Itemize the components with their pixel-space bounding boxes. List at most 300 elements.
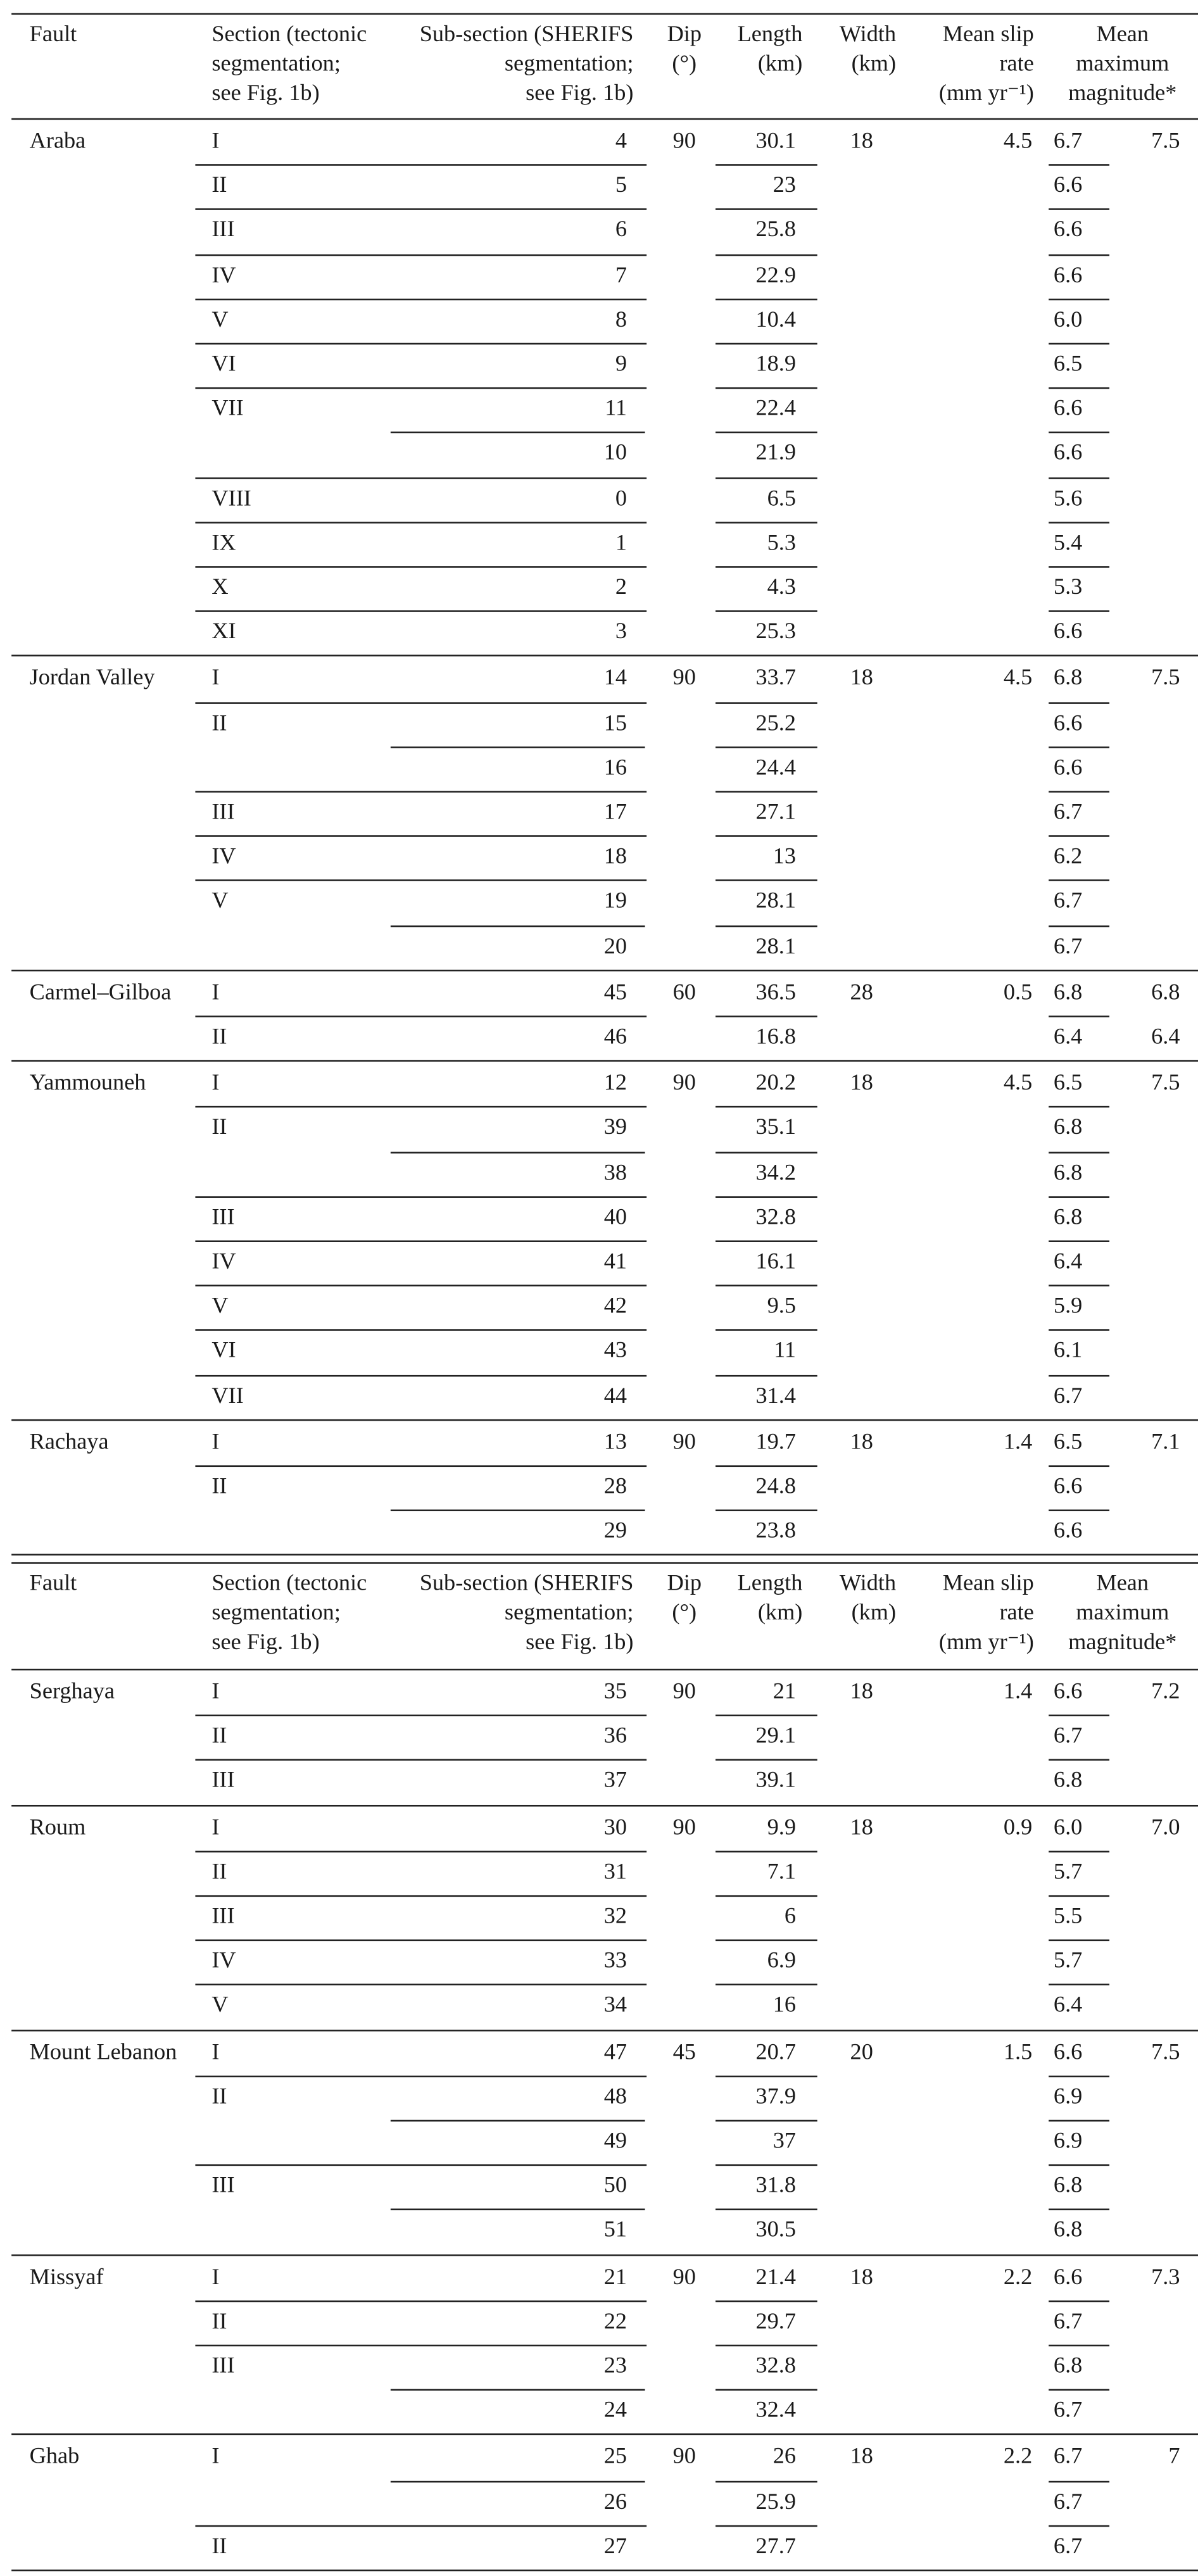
length-divider: [716, 1196, 817, 1197]
length-divider: [716, 746, 817, 748]
section-divider: [194, 2075, 646, 2077]
table-row: [0, 880, 1198, 924]
length-value: 25.3: [755, 620, 797, 646]
magnitude-divider: [1049, 1510, 1109, 1511]
subsection-id: 3: [615, 620, 627, 646]
length-value: 13: [772, 845, 797, 870]
max-magnitude-value: 7.1: [1151, 1430, 1180, 1455]
header-slip: Mean slip rate (mm yr⁻¹): [938, 1571, 1034, 1656]
slip-rate-value: 2.2: [1003, 2265, 1033, 2290]
mean-magnitude-value: 6.6: [1053, 174, 1083, 199]
section-label: III: [211, 1769, 235, 1794]
subsection-id: 1: [615, 531, 627, 556]
section-divider: [194, 1240, 646, 1241]
max-magnitude-value: 7.3: [1151, 2265, 1180, 2290]
mean-magnitude-value: 6.6: [1053, 620, 1083, 646]
mean-magnitude-value: 6.5: [1053, 1430, 1083, 1455]
magnitude-divider: [1049, 1240, 1109, 1241]
width-value: 18: [850, 1816, 873, 1840]
dip-value: 45: [672, 2040, 696, 2066]
section-label: III: [211, 2174, 235, 2199]
magnitude-divider: [1049, 925, 1109, 926]
mean-magnitude-value: 6.6: [1053, 442, 1083, 467]
section-divider: [194, 1196, 646, 1197]
length-value: 30.1: [755, 129, 797, 154]
subsection-id: 26: [603, 2490, 627, 2515]
header-width: Width (km): [839, 22, 897, 77]
table-row: [0, 1329, 1198, 1374]
slip-rate-value: 4.5: [1003, 667, 1033, 692]
table-row: [0, 1715, 1198, 1759]
section-divider: [194, 1715, 646, 1716]
length-divider: [716, 1510, 817, 1511]
subsection-id: 35: [603, 1680, 627, 1705]
subsection-id: 49: [603, 2130, 627, 2155]
length-divider: [716, 1465, 817, 1466]
slip-rate-value: 0.5: [1003, 981, 1033, 1006]
subsection-id: 19: [603, 889, 627, 915]
magnitude-divider: [1049, 1715, 1109, 1716]
width-value: 28: [850, 981, 873, 1006]
mean-magnitude-value: 5.6: [1053, 486, 1083, 512]
length-divider: [716, 343, 817, 344]
section-label: I: [211, 2445, 220, 2470]
section-label: II: [211, 2085, 227, 2110]
section-label: I: [211, 2265, 220, 2290]
max-magnitude-value: 6.8: [1151, 981, 1180, 1006]
magnitude-divider: [1049, 343, 1109, 344]
max-magnitude-value: 7.5: [1151, 1071, 1180, 1096]
width-value: 18: [850, 2265, 873, 2290]
length-divider: [716, 2480, 817, 2482]
section-label: III: [211, 1905, 235, 1930]
magnitude-divider: [1049, 701, 1109, 703]
mean-magnitude-value: 6.4: [1053, 1025, 1083, 1050]
subsection-divider: [391, 925, 645, 926]
subsection-id: 14: [603, 667, 627, 692]
fault-name: Carmel–Gilboa: [29, 981, 172, 1006]
section-divider: [194, 1329, 646, 1331]
subsection-id: 0: [615, 486, 627, 512]
length-value: 30.5: [755, 2219, 797, 2244]
table-row: [0, 701, 1198, 746]
fault-name: Missyaf: [29, 2265, 104, 2290]
section-label: IV: [211, 845, 236, 870]
mean-magnitude-value: 6.8: [1053, 1160, 1083, 1186]
section-label: III: [211, 218, 235, 244]
length-divider: [716, 611, 817, 612]
slip-rate-value: 2.2: [1003, 2445, 1033, 2470]
magnitude-divider: [1049, 880, 1109, 881]
length-divider: [716, 1285, 817, 1286]
length-value: 29.7: [755, 2309, 797, 2335]
length-value: 16.1: [755, 1250, 797, 1275]
length-divider: [716, 2120, 817, 2121]
table-row: [0, 2164, 1198, 2209]
length-divider: [716, 1715, 817, 1716]
mean-magnitude-value: 5.4: [1053, 531, 1083, 556]
section-divider: [194, 387, 646, 389]
table-row: [0, 1240, 1198, 1285]
table-row: [0, 522, 1198, 566]
section-divider: [194, 254, 646, 255]
section-divider: [194, 611, 646, 612]
length-value: 21: [772, 1680, 797, 1705]
subsection-divider: [391, 1510, 645, 1511]
length-value: 16: [772, 1994, 797, 2019]
section-label: IV: [211, 1250, 236, 1275]
section-label: II: [211, 1725, 227, 1750]
mean-magnitude-value: 5.7: [1053, 1860, 1083, 1885]
length-value: 32.8: [755, 1205, 797, 1231]
mean-magnitude-value: 6.7: [1053, 1725, 1083, 1750]
mean-magnitude-value: 6.6: [1053, 2265, 1083, 2290]
slip-rate-value: 1.4: [1003, 1430, 1033, 1455]
header-dip: Dip (°): [667, 22, 702, 77]
subsection-id: 33: [603, 1949, 627, 1975]
length-divider: [716, 925, 817, 926]
section-label: VIII: [211, 486, 251, 512]
header-dip: Dip (°): [667, 1571, 702, 1626]
table-row: [0, 566, 1198, 610]
subsection-id: 23: [603, 2354, 627, 2380]
length-divider: [716, 1374, 817, 1376]
max-magnitude-value: 7.0: [1151, 1816, 1180, 1840]
length-value: 22.4: [755, 397, 797, 422]
section-label: II: [211, 1475, 227, 1500]
length-divider: [716, 477, 817, 478]
mean-magnitude-value: 6.7: [1053, 2309, 1083, 2335]
magnitude-divider: [1049, 2480, 1109, 2482]
length-value: 10.4: [755, 308, 797, 333]
magnitude-divider: [1049, 432, 1109, 434]
subsection-id: 8: [615, 308, 627, 333]
length-value: 33.7: [755, 667, 797, 692]
subsection-divider: [391, 746, 645, 748]
table-header: [0, 14, 1198, 119]
dip-value: 90: [672, 1816, 696, 1840]
header-section: Section (tectonic segmentation; see Fig. 1b): [211, 1571, 367, 1656]
table-row: [0, 1510, 1198, 1554]
length-value: 24.8: [755, 1475, 797, 1500]
length-divider: [716, 1940, 817, 1941]
mean-magnitude-value: 6.7: [1053, 2490, 1083, 2515]
magnitude-divider: [1049, 1465, 1109, 1466]
dip-value: 90: [672, 2265, 696, 2290]
subsection-id: 12: [603, 1071, 627, 1096]
mean-magnitude-value: 5.9: [1053, 1295, 1083, 1320]
header-width: Width (km): [839, 1571, 897, 1626]
length-divider: [716, 1240, 817, 1241]
subsection-id: 34: [603, 1994, 627, 2019]
slip-rate-value: 0.9: [1003, 1816, 1033, 1840]
section-divider: [194, 165, 646, 166]
magnitude-divider: [1049, 1374, 1109, 1376]
section-divider: [194, 522, 646, 523]
length-divider: [716, 836, 817, 837]
length-value: 27.7: [755, 2534, 797, 2560]
length-divider: [716, 2164, 817, 2166]
magnitude-divider: [1049, 836, 1109, 837]
subsection-id: 32: [603, 1905, 627, 1930]
section-label: II: [211, 2534, 227, 2560]
section-label: I: [211, 129, 220, 154]
mean-magnitude-value: 5.3: [1053, 575, 1083, 601]
length-divider: [716, 165, 817, 166]
width-value: 18: [850, 1071, 873, 1096]
section-divider: [194, 477, 646, 478]
length-value: 11: [774, 1339, 797, 1364]
max-magnitude-value: 7.5: [1151, 129, 1180, 154]
magnitude-divider: [1049, 1895, 1109, 1897]
length-divider: [716, 1151, 817, 1152]
fault-name: Rachaya: [29, 1430, 109, 1455]
table-row: [0, 1421, 1198, 1465]
length-value: 25.9: [755, 2490, 797, 2515]
section-label: XI: [211, 620, 236, 646]
subsection-id: 50: [603, 2174, 627, 2199]
length-divider: [716, 298, 817, 299]
length-value: 5.3: [767, 531, 797, 556]
table-row: [0, 2525, 1198, 2569]
table-row: [0, 1465, 1198, 1509]
table-row: [0, 1285, 1198, 1329]
magnitude-divider: [1049, 165, 1109, 166]
header-slip: Mean slip rate (mm yr⁻¹): [938, 22, 1034, 106]
table-row: [0, 209, 1198, 253]
subsection-id: 31: [603, 1860, 627, 1885]
length-value: 9.9: [767, 1816, 797, 1840]
section-label: III: [211, 2354, 235, 2380]
length-value: 23.8: [755, 1519, 797, 1545]
length-value: 34.2: [755, 1160, 797, 1186]
magnitude-divider: [1049, 611, 1109, 612]
section-label: II: [211, 1116, 227, 1141]
magnitude-divider: [1049, 1196, 1109, 1197]
length-value: 36.5: [755, 981, 797, 1006]
dip-value: 90: [672, 129, 696, 154]
subsection-id: 16: [603, 756, 627, 781]
table-row: [0, 1196, 1198, 1240]
section-divider: [194, 1895, 646, 1897]
magnitude-divider: [1049, 2389, 1109, 2391]
magnitude-divider: [1049, 791, 1109, 792]
length-value: 6: [784, 1905, 797, 1930]
mean-magnitude-value: 6.1: [1053, 1339, 1083, 1364]
table-row: [0, 2389, 1198, 2434]
fault-name: Araba: [29, 129, 86, 154]
section-label: II: [211, 1025, 227, 1050]
subsection-divider: [391, 2209, 645, 2211]
length-value: 22.9: [755, 263, 797, 289]
mean-magnitude-value: 6.4: [1053, 1250, 1083, 1275]
length-value: 9.5: [767, 1295, 797, 1320]
length-value: 29.1: [755, 1725, 797, 1750]
table-row: [0, 254, 1198, 298]
section-divider: [194, 1015, 646, 1017]
fault-name: Ghab: [29, 2445, 80, 2470]
fault-name: Jordan Valley: [29, 667, 155, 692]
length-divider: [716, 522, 817, 523]
magnitude-divider: [1049, 1015, 1109, 1017]
section-divider: [194, 209, 646, 210]
length-value: 25.8: [755, 218, 797, 244]
fault-name: Yammouneh: [29, 1071, 146, 1096]
section-divider: [194, 701, 646, 703]
mean-magnitude-value: 6.7: [1053, 2534, 1083, 2560]
slip-rate-value: 1.4: [1003, 1680, 1033, 1705]
mean-magnitude-value: 6.6: [1053, 397, 1083, 422]
slip-rate-value: 4.5: [1003, 129, 1033, 154]
section-label: I: [211, 2040, 220, 2066]
section-divider: [194, 2164, 646, 2166]
section-divider: [194, 1465, 646, 1466]
length-value: 4.3: [767, 575, 797, 601]
fault-rule: [11, 1554, 1198, 1556]
table-row: [0, 387, 1198, 432]
table-row: [0, 1670, 1198, 1714]
section-label: VII: [211, 1384, 244, 1409]
header-magnitude: Mean maximum magnitude*: [1068, 22, 1177, 106]
length-divider: [716, 1107, 817, 1108]
width-value: 18: [850, 1430, 873, 1455]
subsection-id: 28: [603, 1475, 627, 1500]
section-label: VI: [211, 353, 236, 378]
length-value: 18.9: [755, 353, 797, 378]
subsection-divider: [391, 2120, 645, 2121]
subsection-id: 13: [603, 1430, 627, 1455]
subsection-id: 42: [603, 1295, 627, 1320]
subsection-divider: [391, 2480, 645, 2482]
table-row: [0, 1759, 1198, 1804]
magnitude-divider: [1049, 566, 1109, 567]
length-divider: [716, 387, 817, 389]
subsection-id: 40: [603, 1205, 627, 1231]
section-divider: [194, 566, 646, 567]
table-row: [0, 2075, 1198, 2120]
dip-value: 90: [672, 1680, 696, 1705]
subsection-id: 18: [603, 845, 627, 870]
table-row: [0, 657, 1198, 701]
magnitude-divider: [1049, 2525, 1109, 2526]
width-value: 18: [850, 2445, 873, 2470]
fault-name: Mount Lebanon: [29, 2040, 177, 2066]
mean-magnitude-value: 6.7: [1053, 800, 1083, 826]
magnitude-divider: [1049, 2345, 1109, 2346]
mean-magnitude-value: 6.8: [1053, 1769, 1083, 1794]
length-value: 20.7: [755, 2040, 797, 2066]
subsection-id: 17: [603, 800, 627, 826]
header-magnitude: Mean maximum magnitude*: [1068, 1571, 1177, 1656]
section-label: III: [211, 1205, 235, 1231]
subsection-id: 38: [603, 1160, 627, 1186]
subsection-id: 48: [603, 2085, 627, 2110]
subsection-id: 46: [603, 1025, 627, 1050]
section-divider: [194, 2300, 646, 2301]
mean-magnitude-value: 6.8: [1053, 2219, 1083, 2244]
max-magnitude-value: 6.4: [1151, 1025, 1180, 1050]
mean-magnitude-value: 6.7: [1053, 889, 1083, 915]
magnitude-divider: [1049, 387, 1109, 389]
table-row: [0, 836, 1198, 880]
section-label: X: [211, 575, 229, 601]
table-row: [0, 2120, 1198, 2164]
subsection-divider: [391, 1151, 645, 1152]
mean-magnitude-value: 6.7: [1053, 129, 1083, 154]
magnitude-divider: [1049, 1759, 1109, 1761]
magnitude-divider: [1049, 2300, 1109, 2301]
mean-magnitude-value: 6.4: [1053, 1994, 1083, 2019]
magnitude-divider: [1049, 298, 1109, 299]
section-label: II: [211, 2309, 227, 2335]
length-value: 7.1: [767, 1860, 797, 1885]
length-value: 19.7: [755, 1430, 797, 1455]
section-divider: [194, 1107, 646, 1108]
mean-magnitude-value: 6.6: [1053, 263, 1083, 289]
header-subsection: Sub-section (SHERIFS segmentation; see Fig. 1b): [419, 22, 634, 106]
section-divider: [194, 791, 646, 792]
subsection-id: 45: [603, 981, 627, 1006]
table-row: [0, 2480, 1198, 2525]
mean-magnitude-value: 6.7: [1053, 2399, 1083, 2424]
table-row: [0, 2345, 1198, 2389]
width-value: 18: [850, 667, 873, 692]
length-value: 25.2: [755, 711, 797, 736]
header-length: Length (km): [737, 22, 803, 77]
magnitude-divider: [1049, 1329, 1109, 1331]
max-magnitude-value: 7.5: [1151, 2040, 1180, 2066]
table-row: [0, 2256, 1198, 2300]
section-label: I: [211, 1816, 220, 1840]
subsection-id: 25: [603, 2445, 627, 2470]
section-label: V: [211, 889, 229, 915]
subsection-id: 41: [603, 1250, 627, 1275]
dip-value: 90: [672, 667, 696, 692]
mean-magnitude-value: 6.2: [1053, 845, 1083, 870]
fault-rule: [11, 2570, 1198, 2572]
table-row: [0, 1015, 1198, 1060]
section-divider: [194, 1374, 646, 1376]
magnitude-divider: [1049, 209, 1109, 210]
section-label: VII: [211, 397, 244, 422]
length-value: 16.8: [755, 1025, 797, 1050]
section-label: IV: [211, 263, 236, 289]
subsection-id: 21: [603, 2265, 627, 2290]
table-row: [0, 1850, 1198, 1895]
table-row: [0, 971, 1198, 1015]
mean-magnitude-value: 6.6: [1053, 2040, 1083, 2066]
section-label: V: [211, 308, 229, 333]
section-divider: [194, 1850, 646, 1852]
table-row: [0, 298, 1198, 342]
length-value: 28.1: [755, 934, 797, 960]
mean-magnitude-value: 6.7: [1053, 1384, 1083, 1409]
mean-magnitude-value: 6.8: [1053, 981, 1083, 1006]
section-divider: [194, 2525, 646, 2526]
section-divider: [194, 343, 646, 344]
mean-magnitude-value: 6.6: [1053, 1680, 1083, 1705]
magnitude-divider: [1049, 522, 1109, 523]
length-value: 21.4: [755, 2265, 797, 2290]
subsection-id: 10: [603, 442, 627, 467]
section-label: III: [211, 800, 235, 826]
subsection-id: 47: [603, 2040, 627, 2066]
subsection-id: 20: [603, 934, 627, 960]
table-row: [0, 1107, 1198, 1151]
mean-magnitude-value: 6.8: [1053, 2174, 1083, 2199]
mean-magnitude-value: 6.5: [1053, 1071, 1083, 1096]
mean-magnitude-value: 6.7: [1053, 2445, 1083, 2470]
